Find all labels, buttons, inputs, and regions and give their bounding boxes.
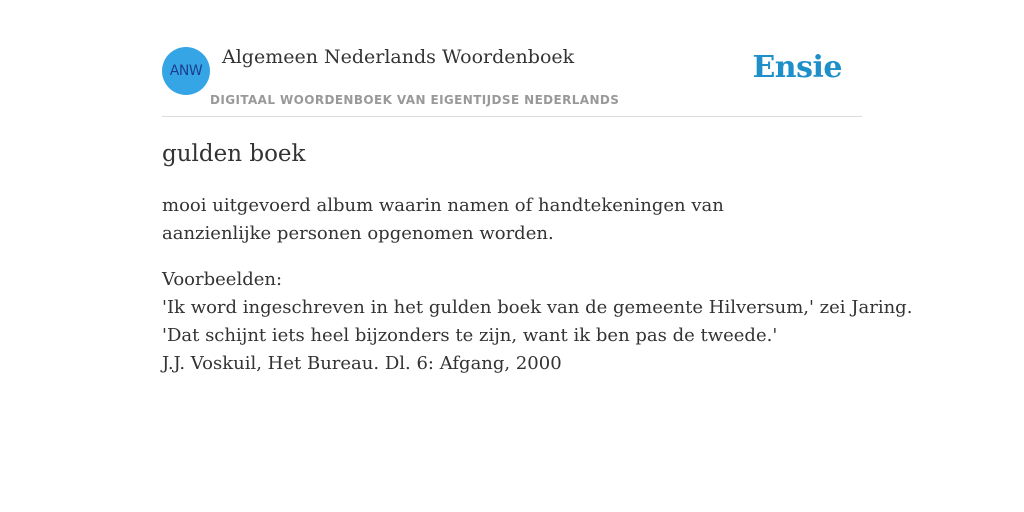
examples-label: Voorbeelden: xyxy=(162,269,283,290)
anw-logo[interactable] xyxy=(162,47,210,95)
example-source: J.J. Voskuil, Het Bureau. Dl. 6: Afgang, 2000 xyxy=(162,353,562,374)
header xyxy=(162,40,862,117)
example-line: 'Ik word ingeschreven in het gulden boek van de gemeente Hilversum,' zei Jaring. xyxy=(162,297,913,318)
example-line: 'Dat schijnt iets heel bijzonders te zijn, want ik ben pas de tweede.' xyxy=(162,325,778,346)
ensie-brand-link[interactable]: Ensie xyxy=(752,50,842,85)
logo-text: ANW xyxy=(169,63,203,79)
entry-term: gulden boek xyxy=(162,141,306,167)
site-subtitle: DIGITAAL WOORDENBOEK VAN EIGENTIJDSE NEDERLANDS xyxy=(210,93,620,107)
examples-block xyxy=(162,266,913,378)
site-title[interactable]: Algemeen Nederlands Woordenboek xyxy=(222,46,575,68)
entry-content xyxy=(162,138,913,378)
entry-definition: mooi uitgevoerd album waarin namen of handtekeningen van aanzienlijke personen opgenomen worden. xyxy=(162,195,724,244)
